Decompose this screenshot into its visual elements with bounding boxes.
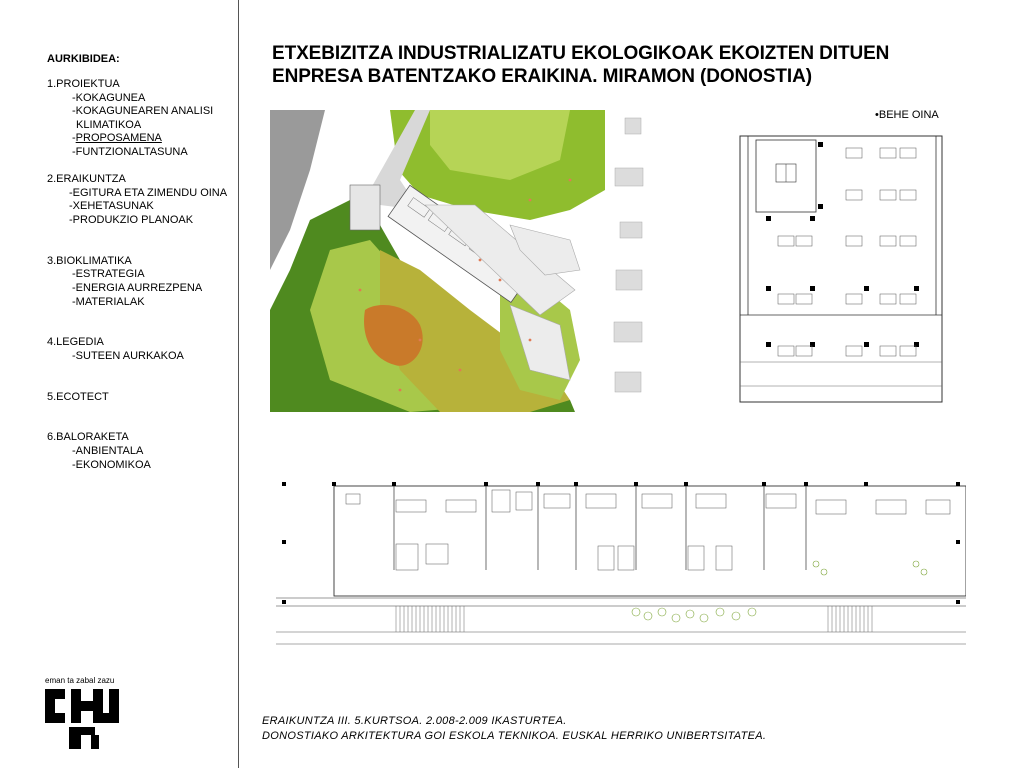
toc-item[interactable]: 6.BALORAKETA: [47, 431, 129, 444]
toc-subitem[interactable]: -KOKAGUNEAREN ANALISI: [72, 105, 214, 118]
toc-section-bioklimatika: [47, 255, 237, 309]
long-floor-plan: [276, 480, 966, 660]
spacer: [47, 323, 237, 337]
ehu-emblem-icon: [45, 689, 119, 749]
toc-section-ecotect: [47, 391, 237, 405]
plan-label: •BEHE OINA: [875, 109, 939, 121]
title-line-2: ENPRESA BATENTZAKO ERAIKINA. MIRAMON (DONOSTIA): [272, 66, 812, 87]
spacer: [47, 418, 237, 432]
toc-subitem[interactable]: -KOKAGUNEA: [72, 91, 146, 104]
toc-subitem[interactable]: -EKONOMIKOA: [72, 458, 151, 471]
footer-credits: [262, 714, 766, 744]
toc-section-proiektua: [47, 78, 237, 160]
toc-subitem[interactable]: -ENERGIA AURREZPENA: [72, 281, 203, 294]
spacer: [47, 241, 237, 255]
toc-section-legedia: [47, 336, 237, 363]
footer-line-1: ERAIKUNTZA III. 5.KURTSOA. 2.008-2.009 IKASTURTEA.: [262, 715, 567, 727]
toc-item[interactable]: 5.ECOTECT: [47, 390, 109, 403]
logo-motto: eman ta zabal zazu: [45, 676, 115, 685]
toc-item[interactable]: 1.PROIEKTUA: [47, 78, 120, 90]
toc-subitem[interactable]: -PRODUKZIO PLANOAK: [69, 213, 194, 226]
toc-item[interactable]: 2.ERAIKUNTZA: [47, 173, 126, 186]
toc-item[interactable]: 3.BIOKLIMATIKA: [47, 254, 132, 267]
toc-section-balorateka: [47, 431, 237, 472]
footer-line-2: DONOSTIAKO ARKITEKTURA GOI ESKOLA TEKNIKOA. EUSKAL HERRIKO UNIBERTSITATEA.: [262, 730, 767, 742]
toc-subitem-current[interactable]: [47, 132, 237, 146]
toc-subitem[interactable]: -ESTRATEGIA: [72, 268, 145, 281]
sidebar: [0, 0, 239, 768]
toc-subitem[interactable]: -ANBIENTALA: [72, 445, 144, 458]
toc-subitem[interactable]: -MATERIALAK: [72, 295, 145, 308]
toc-subitem[interactable]: -XEHETASUNAK: [69, 200, 154, 213]
toc-subitem[interactable]: -SUTEEN AURKAKOA: [72, 349, 184, 362]
toc-section-eraikuntza: [47, 173, 237, 227]
toc-subitem-continued[interactable]: KLIMATIKOA: [76, 118, 142, 131]
toc-subitem[interactable]: -EGITURA ETA ZIMENDU OINA: [69, 186, 228, 199]
toc-heading: AURKIBIDEA:: [47, 53, 120, 65]
toc-subitem[interactable]: -FUNTZIONALTASUNA: [72, 145, 188, 158]
toc-item[interactable]: 4.LEGEDIA: [47, 336, 104, 349]
toc-subitem-proposamena[interactable]: PROPOSAMENA: [75, 132, 162, 145]
title-line-1: ETXEBIZITZA INDUSTRIALIZATU EKOLOGIKOAK EKOIZTEN DITUEN: [272, 43, 890, 64]
spacer: [47, 377, 237, 391]
university-logo: [45, 676, 119, 754]
toc-dash: -: [72, 132, 76, 145]
table-of-contents: [47, 78, 237, 486]
page-title: [272, 42, 992, 88]
site-plan-image: [270, 110, 648, 412]
behe-oina-floor-plan: [738, 130, 946, 406]
